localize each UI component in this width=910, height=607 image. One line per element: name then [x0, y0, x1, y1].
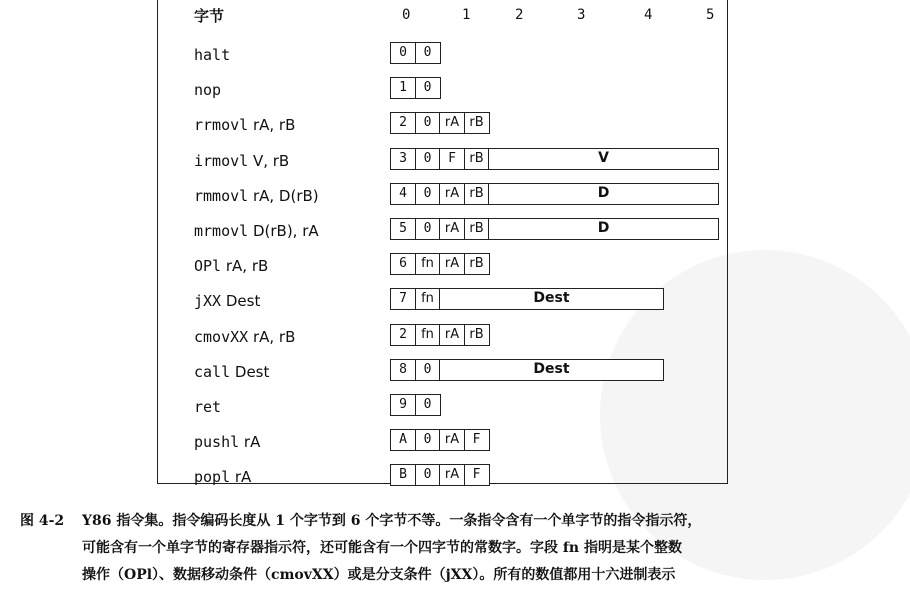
- encoding-nibble-cell: 2: [390, 324, 416, 346]
- encoding-word-field: D: [488, 183, 719, 205]
- encoding-nibble-cell: 2: [390, 112, 416, 134]
- instruction-row: [158, 288, 727, 314]
- encoding-nibble-cell: F: [464, 464, 490, 486]
- instruction-row: [158, 429, 727, 455]
- encoding-nibble-cell: 0: [415, 112, 441, 134]
- encoding-word-field: Dest: [439, 288, 664, 310]
- instruction-row: [158, 324, 727, 350]
- instruction-name: rrmovl: [194, 116, 249, 135]
- byte-column-number: 2: [515, 7, 524, 23]
- instruction-label: [194, 46, 230, 64]
- encoding-nibble-cell: 0: [415, 148, 441, 170]
- instruction-row: [158, 77, 727, 103]
- encoding-nibble-cell: rA: [439, 429, 465, 451]
- instruction-row: [158, 148, 727, 174]
- encoding-nibble-cell: rA: [439, 112, 465, 134]
- encoding-nibble-cell: rA: [439, 253, 465, 275]
- instruction-name: rmmovl: [194, 186, 249, 205]
- encoding-nibble-cell: rB: [464, 324, 490, 346]
- encoding-nibble-cell: 3: [390, 148, 416, 170]
- instruction-operands: V, rB: [248, 151, 290, 170]
- encoding-nibble-cell: 0: [415, 77, 441, 99]
- encoding-nibble-cell: rA: [439, 464, 465, 486]
- encoding-nibble-cell: 0: [415, 429, 441, 451]
- instruction-operands: D(rB), rA: [248, 222, 319, 240]
- encoding-nibble-cell: 1: [390, 77, 416, 99]
- instruction-operands: rA, rB: [248, 116, 296, 135]
- encoding-nibble-cell: rB: [464, 218, 490, 240]
- instruction-row: [158, 359, 727, 385]
- encoding-nibble-cell: F: [439, 148, 465, 170]
- caption-label: 图 4-2: [20, 513, 65, 529]
- encoding-nibble-cell: fn: [415, 324, 441, 346]
- encoding-nibble-cell: 8: [390, 359, 416, 381]
- instruction-label: [194, 468, 251, 486]
- instruction-name: call: [194, 362, 231, 381]
- instruction-label: [194, 187, 319, 205]
- encoding-nibble-cell: rA: [439, 218, 465, 240]
- encoding-nibble-cell: 0: [415, 42, 441, 64]
- encoding-nibble-cell: F: [464, 429, 490, 451]
- instruction-name: irmovl: [194, 151, 249, 170]
- encoding-nibble-cell: 0: [415, 218, 441, 240]
- instruction-row: [158, 253, 727, 279]
- instruction-operands: Dest: [221, 292, 261, 311]
- instruction-encoding-table: [157, 0, 728, 487]
- instruction-name: ret: [194, 398, 222, 416]
- instruction-label: [194, 328, 295, 346]
- instruction-operands: rA: [239, 433, 261, 452]
- byte-column-number: 0: [402, 7, 411, 23]
- instruction-label: [194, 116, 295, 134]
- instruction-label: [194, 398, 221, 416]
- byte-column-number: 4: [644, 7, 653, 23]
- caption-line: Y86 指令集。指令编码长度从 1 个字节到 6 个字节不等。一条指令含有一个单字节的指令指示符，: [82, 513, 702, 529]
- instruction-label: [194, 363, 269, 381]
- instruction-name: pushl: [194, 433, 240, 452]
- encoding-nibble-cell: 0: [415, 464, 441, 486]
- encoding-nibble-cell: A: [390, 429, 416, 451]
- encoding-word-field: D: [488, 218, 719, 240]
- encoding-nibble-cell: 0: [415, 359, 441, 381]
- instruction-operands: rA, rB: [221, 257, 269, 276]
- instruction-row: [158, 218, 727, 244]
- encoding-nibble-cell: rA: [439, 183, 465, 205]
- instruction-row: [158, 394, 727, 420]
- instruction-name: cmovXX: [194, 327, 249, 346]
- instruction-name: jXX: [194, 292, 222, 311]
- instruction-label: [194, 222, 319, 240]
- encoding-word-field: V: [488, 148, 719, 170]
- byte-column-number: 1: [462, 7, 471, 23]
- encoding-nibble-cell: rB: [464, 112, 490, 134]
- instruction-name: mrmovl: [194, 222, 249, 240]
- encoding-nibble-cell: rB: [464, 183, 490, 205]
- instruction-label: [194, 152, 289, 170]
- encoding-nibble-cell: rB: [464, 148, 490, 170]
- encoding-nibble-cell: 0: [390, 42, 416, 64]
- caption-line: 操作（OPl）、数据移动条件（cmovXX）或是分支条件（jXX）。所有的数值都用十六进制表示: [82, 567, 676, 583]
- instruction-row: [158, 464, 727, 490]
- byte-column-number: 3: [577, 7, 586, 23]
- instruction-label: [194, 257, 268, 275]
- encoding-nibble-cell: 6: [390, 253, 416, 275]
- encoding-nibble-cell: 0: [415, 183, 441, 205]
- encoding-nibble-cell: rA: [439, 324, 465, 346]
- bytes-header: 字节: [194, 7, 225, 25]
- instruction-name: OPl: [194, 257, 222, 276]
- instruction-name: popl: [194, 468, 231, 487]
- encoding-nibble-cell: 0: [415, 394, 441, 416]
- instruction-name: halt: [194, 46, 231, 64]
- instruction-operands: Dest: [230, 362, 270, 381]
- encoding-nibble-cell: 7: [390, 288, 416, 310]
- caption-line: 可能含有一个单字节的寄存器指示符，还可能含有一个四字节的常数字。字段 fn 指明是某个整数: [82, 540, 682, 556]
- instruction-operands: rA, rB: [248, 327, 296, 346]
- instruction-label: [194, 292, 260, 310]
- instruction-row: [158, 42, 727, 68]
- instruction-operands: rA: [230, 468, 252, 487]
- encoding-nibble-cell: 4: [390, 183, 416, 205]
- encoding-nibble-cell: rB: [464, 253, 490, 275]
- instruction-operands: rA, D(rB): [248, 186, 319, 205]
- instruction-label: [194, 433, 260, 451]
- instruction-row: [158, 112, 727, 138]
- instruction-name: nop: [194, 81, 222, 100]
- encoding-nibble-cell: 9: [390, 394, 416, 416]
- instruction-label: [194, 81, 221, 99]
- byte-column-number: 5: [706, 7, 715, 23]
- encoding-nibble-cell: fn: [415, 253, 441, 275]
- encoding-word-field: Dest: [439, 359, 664, 381]
- encoding-nibble-cell: B: [390, 464, 416, 486]
- encoding-nibble-cell: 5: [390, 218, 416, 240]
- instruction-row: [158, 183, 727, 209]
- caption-text: [82, 508, 897, 589]
- encoding-nibble-cell: fn: [415, 288, 441, 310]
